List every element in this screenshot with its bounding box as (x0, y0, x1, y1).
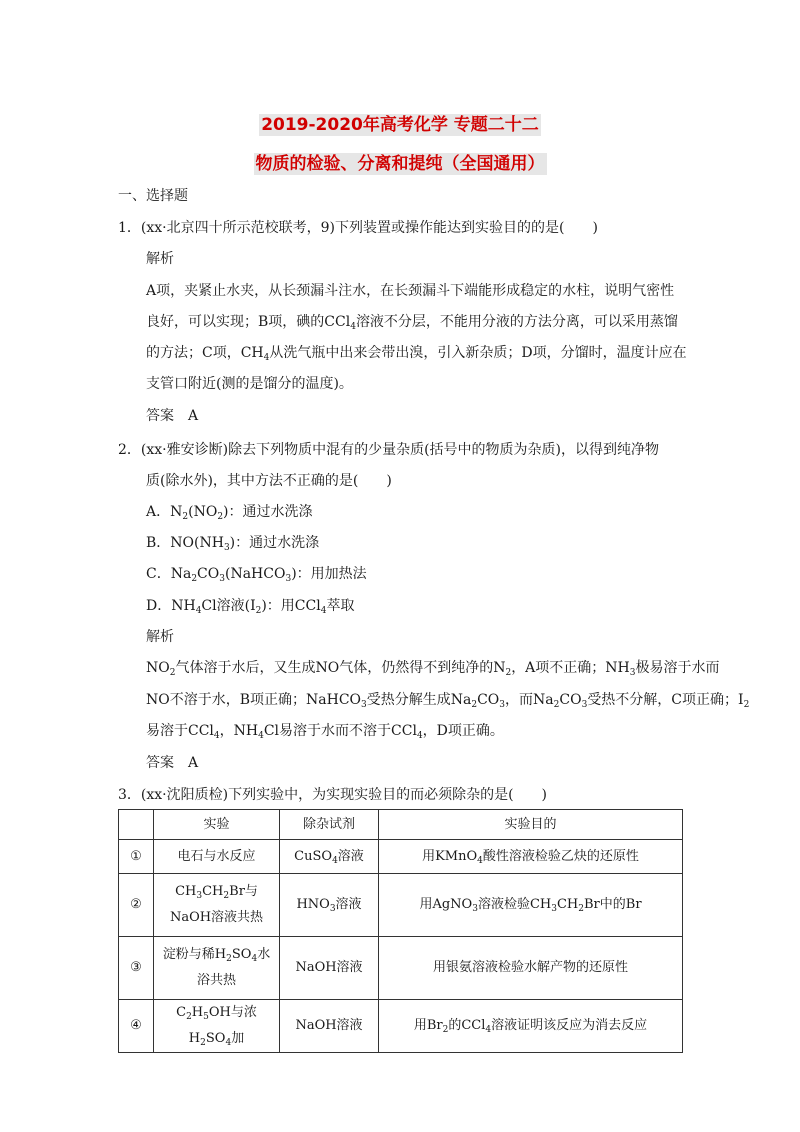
q2-option-b: B．$NO(NH_3)$：通过水洗涤 (146, 535, 320, 553)
table-cell: 用$Br_2$的CCl$_4$溶液证明该反应为消去反应 (379, 1000, 683, 1053)
q2-stem: 2．(xx·雅安诊断)除去下列物质中混有的少量杂质(括号中的物质为杂质)，以得到纯净物 (118, 442, 659, 458)
q1-analysis-label: 解析 (146, 251, 174, 267)
table-header-row (119, 810, 683, 840)
q2-analysis-line: 易溶于CCl$_4$，$NH_4Cl$易溶于水而不溶于CCl$_4$，D项正确。 (146, 723, 504, 741)
table-cell: 用银氨溶液检验水解产物的还原性 (379, 937, 683, 1000)
table-cell: $C_2H_5OH$与浓$H_2SO_4$加 (154, 1000, 280, 1053)
q1-analysis-line: 支管口附近(测的是馏分的温度)。 (146, 376, 353, 392)
table-cell: 电石与水反应 (154, 840, 280, 874)
q3-stem: 3．(xx·沈阳质检)下列实验中，为实现实验目的而必须除杂的是( ) (118, 787, 547, 803)
table-header-cell: 实验 (154, 810, 280, 840)
table-cell: ② (119, 874, 154, 937)
table-cell: 淀粉与稀$H_2SO_4$水浴共热 (154, 937, 280, 1000)
title-line-2: 物质的检验、分离和提纯（全国通用） (255, 154, 545, 174)
q2-option-d: D．$NH_4Cl$溶液$(I_2)$：用CCl$_4$萃取 (146, 598, 355, 616)
table-row (119, 1000, 683, 1053)
q1-analysis-line: 良好，可以实现；B项，碘的CCl$_4$溶液不分层，不能用分液的方法分离，可以采用蒸馏 (146, 314, 678, 332)
table-cell: $CH_3CH_2Br$与NaOH溶液共热 (154, 874, 280, 937)
table-cell: NaOH溶液 (280, 1000, 379, 1053)
section-heading: 一、选择题 (118, 188, 188, 204)
q2-analysis-label: 解析 (146, 629, 174, 645)
q2-option-a: A．$N_2(NO_2)$：通过水洗涤 (146, 504, 313, 522)
table-cell: ③ (119, 937, 154, 1000)
table-cell: ① (119, 840, 154, 874)
table-cell: 用AgNO$_3$溶液检验$CH_3CH_2Br$中的Br (379, 874, 683, 937)
table-cell: CuSO$_4$溶液 (280, 840, 379, 874)
q2-option-c: C．$Na_2CO_3(NaHCO_3)$：用加热法 (146, 566, 367, 584)
table-row (119, 874, 683, 937)
experiment-table (118, 809, 683, 1053)
table-cell: 用KMnO$_4$酸性溶液检验乙炔的还原性 (379, 840, 683, 874)
table-cell: NaOH溶液 (280, 937, 379, 1000)
table-header-cell: 除杂试剂 (280, 810, 379, 840)
table-header-cell: 实验目的 (379, 810, 683, 840)
table-row (119, 937, 683, 1000)
q1-analysis-line: A项，夹紧止水夹，从长颈漏斗注水，在长颈漏斗下端能形成稳定的水柱，说明气密性 (146, 283, 675, 299)
q1-analysis-line: 的方法；C项，$CH_4$从洗气瓶中出来会带出溴，引入新杂质；D项，分馏时，温度计应在 (146, 345, 687, 363)
table-row (119, 840, 683, 874)
title-line-1: 2019-2020年高考化学 专题二十二 (261, 115, 539, 135)
q2-stem: 质(除水外)，其中方法不正确的是( ) (146, 473, 392, 489)
table-header-cell (119, 810, 154, 840)
q1-stem: 1．(xx·北京四十所示范校联考，9)下列装置或操作能达到实验目的的是( ) (118, 220, 598, 236)
table-cell: $HNO_3$溶液 (280, 874, 379, 937)
q1-answer: 答案 A (146, 408, 199, 424)
q2-answer: 答案 A (146, 755, 199, 771)
q2-analysis-line: NO不溶于水，B项正确；NaHCO$_3$受热分解生成$Na_2CO_3$，而$Na_2CO_3$受热不分解，C项正确；$I_2$ (146, 692, 750, 710)
q2-analysis-line: $NO_2$气体溶于水后，又生成NO气体，仍然得不到纯净的$N_2$，A项不正确；$NH_3$极易溶于水而 (146, 660, 720, 678)
table-cell: ④ (119, 1000, 154, 1053)
